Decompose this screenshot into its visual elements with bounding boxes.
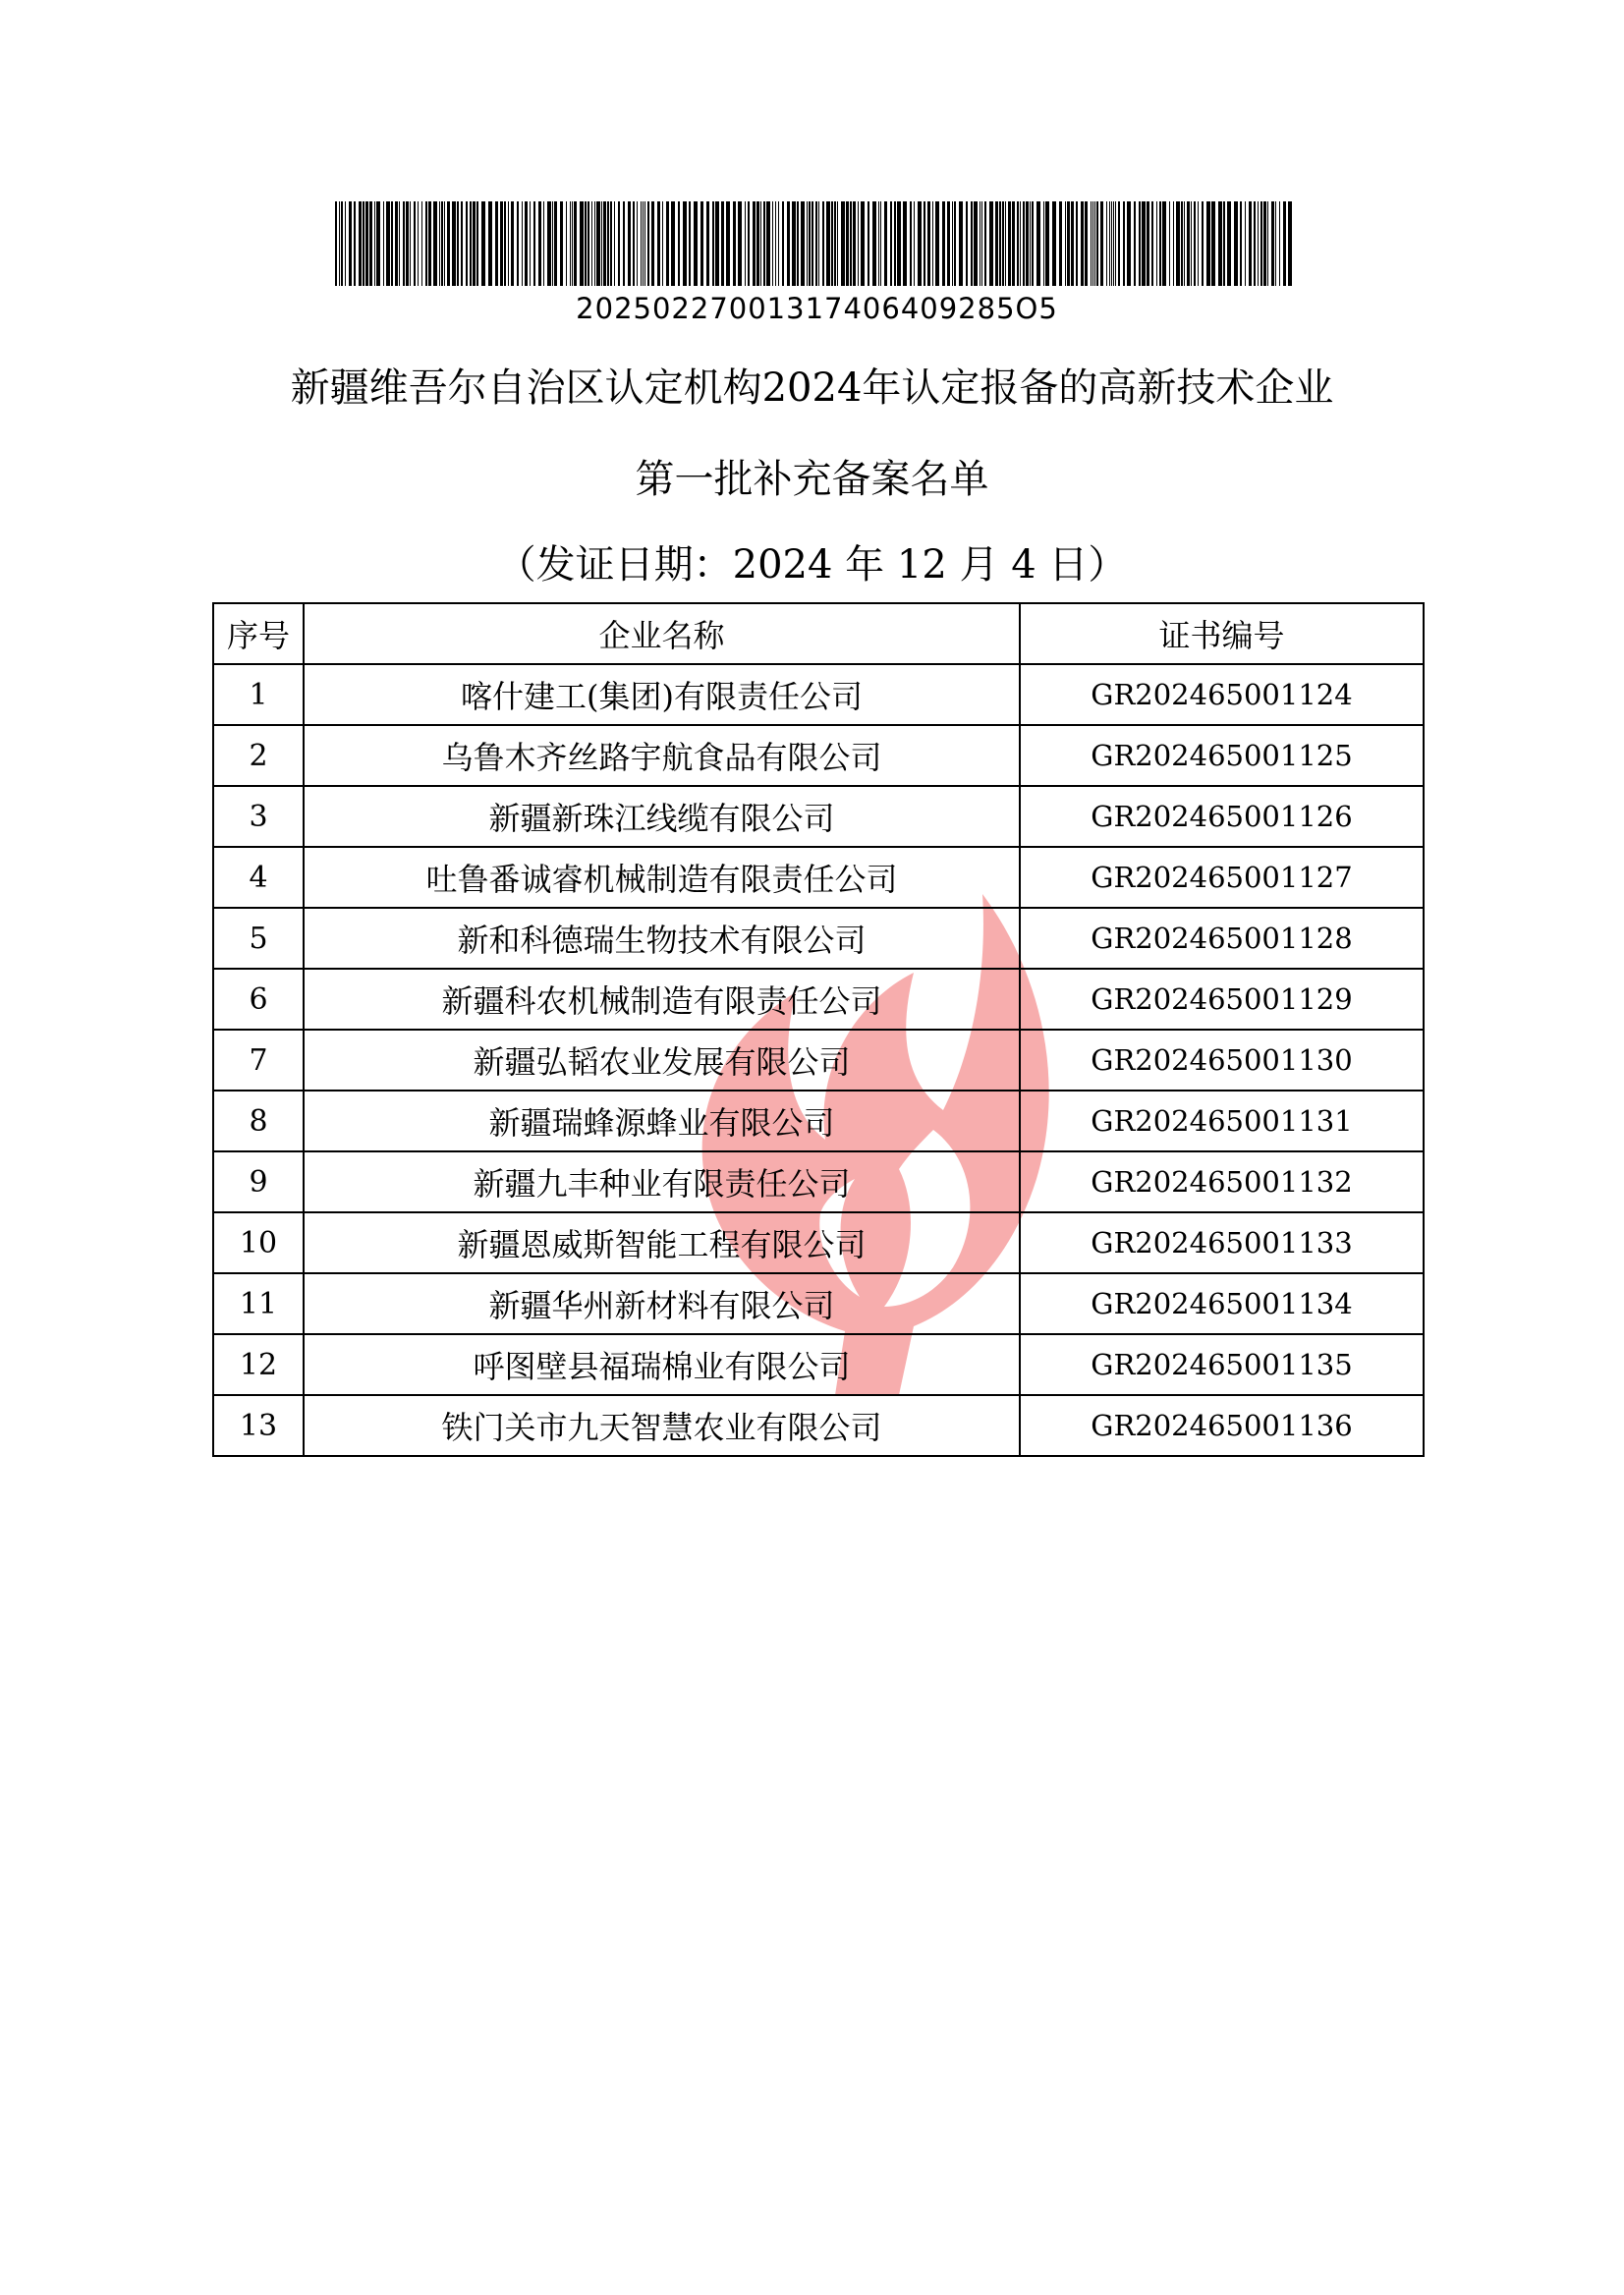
barcode-bar bbox=[580, 201, 584, 286]
barcode-bar bbox=[753, 201, 756, 286]
barcode-bar bbox=[1184, 201, 1185, 286]
barcode-bar bbox=[566, 201, 567, 286]
row-index: 3 bbox=[213, 786, 304, 847]
barcode-bar bbox=[339, 201, 340, 286]
barcode-bar bbox=[1030, 201, 1031, 286]
barcode-bar bbox=[1123, 201, 1125, 286]
barcode-bar bbox=[647, 201, 649, 286]
barcode-bar bbox=[481, 201, 485, 286]
barcode-bar bbox=[1067, 201, 1070, 286]
barcode-bar bbox=[335, 201, 337, 286]
barcode-bar bbox=[880, 201, 881, 286]
barcode-bar bbox=[966, 201, 968, 286]
barcode-bar bbox=[488, 201, 492, 286]
row-index: 5 bbox=[213, 908, 304, 969]
barcode-bar bbox=[1091, 201, 1092, 286]
barcode-bar bbox=[560, 201, 563, 286]
barcode-bar bbox=[694, 201, 698, 286]
barcode-bar bbox=[538, 201, 541, 286]
barcode-bar bbox=[1176, 201, 1180, 286]
barcode-bar bbox=[1085, 201, 1088, 286]
barcode-bar bbox=[942, 201, 945, 286]
barcode-bar bbox=[574, 201, 577, 286]
barcode-bar bbox=[525, 201, 528, 286]
barcode-bar bbox=[533, 201, 535, 286]
barcode-bar bbox=[1106, 201, 1107, 286]
barcode-bar bbox=[1113, 201, 1114, 286]
barcode-bar bbox=[1258, 201, 1259, 286]
barcode-bar bbox=[818, 201, 819, 286]
table-row bbox=[213, 1091, 1424, 1151]
barcode-bar bbox=[421, 201, 422, 286]
barcode-bar bbox=[1065, 201, 1066, 286]
barcode-bar bbox=[643, 201, 644, 286]
barcode-bar bbox=[1227, 201, 1231, 286]
barcode-bar bbox=[1194, 201, 1196, 286]
barcode-bar bbox=[792, 201, 796, 286]
certificate-number: GR202465001133 bbox=[1020, 1212, 1424, 1273]
barcode-bar bbox=[1169, 201, 1170, 286]
barcode-bar bbox=[721, 201, 724, 286]
barcode-bar bbox=[797, 201, 799, 286]
table-row bbox=[213, 1030, 1424, 1091]
barcode-bar bbox=[995, 201, 998, 286]
barcode-bar bbox=[815, 201, 817, 286]
barcode-bar bbox=[406, 201, 409, 286]
issue-date: （发证日期：2024 年 12 月 4 日） bbox=[496, 542, 1128, 588]
barcode-bar bbox=[878, 201, 879, 286]
barcode-bar bbox=[530, 201, 531, 286]
table-row bbox=[213, 1334, 1424, 1395]
barcode-bar bbox=[671, 201, 675, 286]
barcode-bar bbox=[1059, 201, 1062, 286]
barcode-bar bbox=[447, 201, 450, 286]
certificate-number: GR202465001125 bbox=[1020, 725, 1424, 786]
certificate-number: GR202465001130 bbox=[1020, 1030, 1424, 1091]
barcode-bar bbox=[894, 201, 896, 286]
table-row bbox=[213, 1395, 1424, 1456]
row-index: 9 bbox=[213, 1151, 304, 1212]
barcode-bar bbox=[1109, 201, 1110, 286]
company-name: 新和科德瑞生物技术有限公司 bbox=[304, 908, 1020, 969]
barcode-bar bbox=[775, 201, 776, 286]
barcode-bar bbox=[748, 201, 750, 286]
certificate-number: GR202465001134 bbox=[1020, 1273, 1424, 1334]
barcode-bar bbox=[383, 201, 384, 286]
barcode-bar bbox=[846, 201, 849, 286]
row-index: 11 bbox=[213, 1273, 304, 1334]
barcode-bar bbox=[947, 201, 950, 286]
company-name: 新疆恩威斯智能工程有限公司 bbox=[304, 1212, 1020, 1273]
barcode-bar bbox=[1094, 201, 1095, 286]
barcode-bar bbox=[495, 201, 498, 286]
barcode-bar bbox=[712, 201, 714, 286]
row-index: 7 bbox=[213, 1030, 304, 1091]
table-header-row bbox=[213, 603, 1424, 664]
barcode-bar bbox=[1023, 201, 1025, 286]
barcode-bar bbox=[369, 201, 372, 286]
barcode-bar bbox=[1008, 201, 1011, 286]
row-index: 4 bbox=[213, 847, 304, 908]
barcode-bar bbox=[868, 201, 869, 286]
barcode-bar bbox=[1036, 201, 1040, 286]
company-name: 喀什建工(集团)有限责任公司 bbox=[304, 664, 1020, 725]
certificate-number: GR202465001124 bbox=[1020, 664, 1424, 725]
barcode-bar bbox=[662, 201, 663, 286]
barcode-bar bbox=[807, 201, 808, 286]
barcode-bar bbox=[914, 201, 915, 286]
barcode-bar bbox=[473, 201, 476, 286]
barcode-bar bbox=[837, 201, 838, 286]
barcode-bar bbox=[651, 201, 654, 286]
barcode-bar bbox=[1173, 201, 1174, 286]
barcode-bar bbox=[1267, 201, 1268, 286]
barcode-bar bbox=[1206, 201, 1210, 286]
barcode-bar bbox=[623, 201, 625, 286]
barcode-bar bbox=[1017, 201, 1019, 286]
barcode-bar bbox=[452, 201, 456, 286]
barcode-bar bbox=[1245, 201, 1246, 286]
barcode-bar bbox=[756, 201, 759, 286]
company-name: 新疆华州新材料有限公司 bbox=[304, 1273, 1020, 1334]
row-index: 8 bbox=[213, 1091, 304, 1151]
barcode-bar bbox=[628, 201, 631, 286]
barcode-bar bbox=[610, 201, 612, 286]
barcode-bar bbox=[466, 201, 468, 286]
barcode-bar bbox=[585, 201, 587, 286]
company-name: 新疆新珠江线缆有限公司 bbox=[304, 786, 1020, 847]
barcode-bar bbox=[1002, 201, 1004, 286]
barcode-bar bbox=[1118, 201, 1120, 286]
header-index: 序号 bbox=[213, 603, 304, 664]
row-index: 10 bbox=[213, 1212, 304, 1273]
barcode-bar bbox=[1111, 201, 1112, 286]
barcode-bar bbox=[1076, 201, 1078, 286]
barcode-bar bbox=[414, 201, 416, 286]
company-name: 呼图壁县福瑞棉业有限公司 bbox=[304, 1334, 1020, 1395]
barcode-bar bbox=[918, 201, 922, 286]
barcode-bar bbox=[607, 201, 609, 286]
barcode-bar bbox=[678, 201, 680, 286]
barcode-bar bbox=[782, 201, 784, 286]
barcode-bar bbox=[935, 201, 939, 286]
barcode-bar bbox=[1288, 201, 1292, 286]
table-row bbox=[213, 1151, 1424, 1212]
certificate-number: GR202465001135 bbox=[1020, 1334, 1424, 1395]
table-row bbox=[213, 969, 1424, 1030]
barcode-bar bbox=[345, 201, 346, 286]
certificate-number: GR202465001131 bbox=[1020, 1091, 1424, 1151]
barcode-bar bbox=[787, 201, 790, 286]
barcode-bar bbox=[1181, 201, 1183, 286]
barcode-bar bbox=[689, 201, 691, 286]
barcode-bar bbox=[1198, 201, 1199, 286]
barcode-bar bbox=[614, 201, 615, 286]
barcode-bar bbox=[897, 201, 901, 286]
barcode-bar bbox=[1234, 201, 1238, 286]
table-row bbox=[213, 725, 1424, 786]
barcode-bar bbox=[974, 201, 978, 286]
barcode-bar bbox=[1187, 201, 1190, 286]
barcode-bar bbox=[999, 201, 1001, 286]
barcode-bar bbox=[733, 201, 736, 286]
barcode-bar bbox=[1032, 201, 1034, 286]
barcode-bar bbox=[812, 201, 813, 286]
barcode-bar bbox=[365, 201, 368, 286]
certificate-number: GR202465001129 bbox=[1020, 969, 1424, 1030]
barcode-bar bbox=[657, 201, 660, 286]
barcode-bar bbox=[954, 201, 956, 286]
barcode-bar bbox=[801, 201, 805, 286]
barcode-bar bbox=[428, 201, 431, 286]
barcode-bar bbox=[853, 201, 856, 286]
barcode-bar bbox=[500, 201, 503, 286]
company-name: 铁门关市九天智慧农业有限公司 bbox=[304, 1395, 1020, 1456]
barcode-bar bbox=[700, 201, 703, 286]
barcode-bar bbox=[644, 201, 645, 286]
barcode-bar bbox=[766, 201, 770, 286]
barcode-number: 20250227001317406409285O5 bbox=[576, 292, 1058, 325]
company-table bbox=[212, 602, 1425, 1457]
barcode-bar bbox=[461, 201, 463, 286]
barcode-bar bbox=[927, 201, 930, 286]
certificate-number: GR202465001127 bbox=[1020, 847, 1424, 908]
barcode-bar bbox=[971, 201, 973, 286]
company-name: 乌鲁木齐丝路宇航食品有限公司 bbox=[304, 725, 1020, 786]
table-row bbox=[213, 786, 1424, 847]
barcode-bar bbox=[399, 201, 400, 286]
barcode-bar bbox=[715, 201, 719, 286]
barcode-bar bbox=[594, 201, 595, 286]
certificate-number: GR202465001128 bbox=[1020, 908, 1424, 969]
table-row bbox=[213, 664, 1424, 725]
barcode-bar bbox=[386, 201, 390, 286]
barcode-bar bbox=[1162, 201, 1166, 286]
company-name: 新疆瑞蜂源蜂业有限公司 bbox=[304, 1091, 1020, 1151]
barcode-bar bbox=[444, 201, 445, 286]
barcode-bar bbox=[588, 201, 589, 286]
barcode-bar bbox=[601, 201, 602, 286]
header-certificate-no: 证书编号 bbox=[1020, 603, 1424, 664]
barcode-bar bbox=[596, 201, 600, 286]
company-name: 新疆科农机械制造有限责任公司 bbox=[304, 969, 1020, 1030]
row-index: 13 bbox=[213, 1395, 304, 1456]
barcode-bar bbox=[1218, 201, 1222, 286]
barcode-bar bbox=[410, 201, 411, 286]
barcode-bar bbox=[349, 201, 352, 286]
barcode-bar bbox=[683, 201, 687, 286]
barcode-bar bbox=[1115, 201, 1116, 286]
barcode-bar bbox=[826, 201, 830, 286]
barcode-bar bbox=[522, 201, 523, 286]
barcode-bar bbox=[603, 201, 606, 286]
barcode-bar bbox=[760, 201, 761, 286]
barcode-bar bbox=[850, 201, 852, 286]
barcode-bar bbox=[1052, 201, 1056, 286]
barcode-bar bbox=[1249, 201, 1252, 286]
header-company-name: 企业名称 bbox=[304, 603, 1020, 664]
barcode-bar bbox=[872, 201, 876, 286]
barcode-bar bbox=[706, 201, 709, 286]
barcode-bar bbox=[932, 201, 933, 286]
barcode-bar bbox=[425, 201, 427, 286]
barcode-bar bbox=[910, 201, 912, 286]
barcode-bar bbox=[1279, 201, 1280, 286]
barcode-bar bbox=[903, 201, 907, 286]
company-name: 新疆弘韬农业发展有限公司 bbox=[304, 1030, 1020, 1091]
table-row bbox=[213, 1212, 1424, 1273]
barcode-bar bbox=[511, 201, 514, 286]
document-subtitle: 第一批补充备案名单 bbox=[635, 457, 989, 502]
barcode-bar bbox=[395, 201, 398, 286]
barcode-bar bbox=[517, 201, 519, 286]
barcode-bar bbox=[1159, 201, 1161, 286]
barcode-bar bbox=[1147, 201, 1149, 286]
barcode-bar bbox=[884, 201, 887, 286]
barcode-bar bbox=[570, 201, 571, 286]
barcode-bar bbox=[1156, 201, 1157, 286]
barcode-bar bbox=[618, 201, 620, 286]
barcode-bar bbox=[504, 201, 506, 286]
barcode-bar bbox=[959, 201, 963, 286]
barcode-bar bbox=[547, 201, 551, 286]
barcode-bar bbox=[822, 201, 824, 286]
barcode-bar bbox=[441, 201, 443, 286]
barcode-bar bbox=[1240, 201, 1242, 286]
barcode-bar bbox=[1026, 201, 1029, 286]
table-row bbox=[213, 908, 1424, 969]
barcode bbox=[335, 201, 1299, 286]
barcode-bar bbox=[1151, 201, 1153, 286]
certificate-number: GR202465001126 bbox=[1020, 786, 1424, 847]
barcode-bar bbox=[572, 201, 573, 286]
row-index: 12 bbox=[213, 1334, 304, 1395]
barcode-bar bbox=[1211, 201, 1215, 286]
barcode-bar bbox=[403, 201, 405, 286]
barcode-bar bbox=[1020, 201, 1021, 286]
barcode-bar bbox=[1012, 201, 1015, 286]
barcode-bar bbox=[1005, 201, 1006, 286]
barcode-bar bbox=[1263, 201, 1266, 286]
barcode-bar bbox=[457, 201, 459, 286]
barcode-bar bbox=[591, 201, 592, 286]
barcode-bar bbox=[418, 201, 419, 286]
certificate-number: GR202465001136 bbox=[1020, 1395, 1424, 1456]
barcode-bar bbox=[374, 201, 375, 286]
table-row bbox=[213, 847, 1424, 908]
barcode-bar bbox=[763, 201, 765, 286]
barcode-bar bbox=[1223, 201, 1225, 286]
barcode-bar bbox=[858, 201, 859, 286]
barcode-bar bbox=[543, 201, 544, 286]
barcode-bar bbox=[890, 201, 892, 286]
barcode-bar bbox=[439, 201, 440, 286]
row-index: 1 bbox=[213, 664, 304, 725]
barcode-bar bbox=[1260, 201, 1262, 286]
barcode-bar bbox=[1096, 201, 1098, 286]
barcode-bar bbox=[861, 201, 865, 286]
document-title: 新疆维吾尔自治区认定机构2024年认定报备的高新技术企业 bbox=[290, 365, 1334, 411]
barcode-bar bbox=[952, 201, 953, 286]
barcode-bar bbox=[1127, 201, 1131, 286]
barcode-bar bbox=[1081, 201, 1084, 286]
barcode-bar bbox=[554, 201, 557, 286]
barcode-bar bbox=[778, 201, 779, 286]
company-name: 新疆九丰种业有限责任公司 bbox=[304, 1151, 1020, 1212]
barcode-bar bbox=[1254, 201, 1256, 286]
barcode-bar bbox=[1271, 201, 1274, 286]
barcode-bar bbox=[738, 201, 742, 286]
barcode-bar bbox=[376, 201, 380, 286]
row-index: 2 bbox=[213, 725, 304, 786]
company-name: 吐鲁番诚睿机械制造有限责任公司 bbox=[304, 847, 1020, 908]
barcode-bar bbox=[666, 201, 669, 286]
barcode-bar bbox=[391, 201, 393, 286]
barcode-bar bbox=[726, 201, 730, 286]
barcode-bar bbox=[641, 201, 642, 286]
barcode-bar bbox=[359, 201, 362, 286]
barcode-bar bbox=[1139, 201, 1141, 286]
row-index: 6 bbox=[213, 969, 304, 1030]
barcode-bar bbox=[363, 201, 364, 286]
barcode-bar bbox=[354, 201, 356, 286]
barcode-bar bbox=[1202, 201, 1204, 286]
barcode-bar bbox=[633, 201, 635, 286]
barcode-bar bbox=[745, 201, 746, 286]
barcode-bar bbox=[772, 201, 773, 286]
barcode-bar bbox=[552, 201, 553, 286]
barcode-bar bbox=[831, 201, 833, 286]
barcode-bar bbox=[1045, 201, 1049, 286]
barcode-bar bbox=[341, 201, 343, 286]
barcode-bar bbox=[981, 201, 982, 286]
barcode-bar bbox=[508, 201, 509, 286]
barcode-bar bbox=[1071, 201, 1074, 286]
barcode-bar bbox=[984, 201, 986, 286]
barcode-bar bbox=[1283, 201, 1286, 286]
barcode-bar bbox=[834, 201, 836, 286]
barcode-bar bbox=[1134, 201, 1136, 286]
barcode-bar bbox=[470, 201, 472, 286]
table-row bbox=[213, 1273, 1424, 1334]
certificate-number: GR202465001132 bbox=[1020, 1151, 1424, 1212]
barcode-bar bbox=[989, 201, 993, 286]
barcode-bar bbox=[637, 201, 638, 286]
barcode-bar bbox=[1275, 201, 1276, 286]
barcode-bar bbox=[1191, 201, 1192, 286]
barcode-bar bbox=[1043, 201, 1044, 286]
barcode-bar bbox=[809, 201, 811, 286]
barcode-bar bbox=[1092, 201, 1093, 286]
barcode-bar bbox=[476, 201, 478, 286]
barcode-bar bbox=[433, 201, 437, 286]
barcode-bar bbox=[1100, 201, 1103, 286]
barcode-bar bbox=[841, 201, 845, 286]
barcode-bar bbox=[924, 201, 925, 286]
barcode-bar bbox=[1142, 201, 1146, 286]
